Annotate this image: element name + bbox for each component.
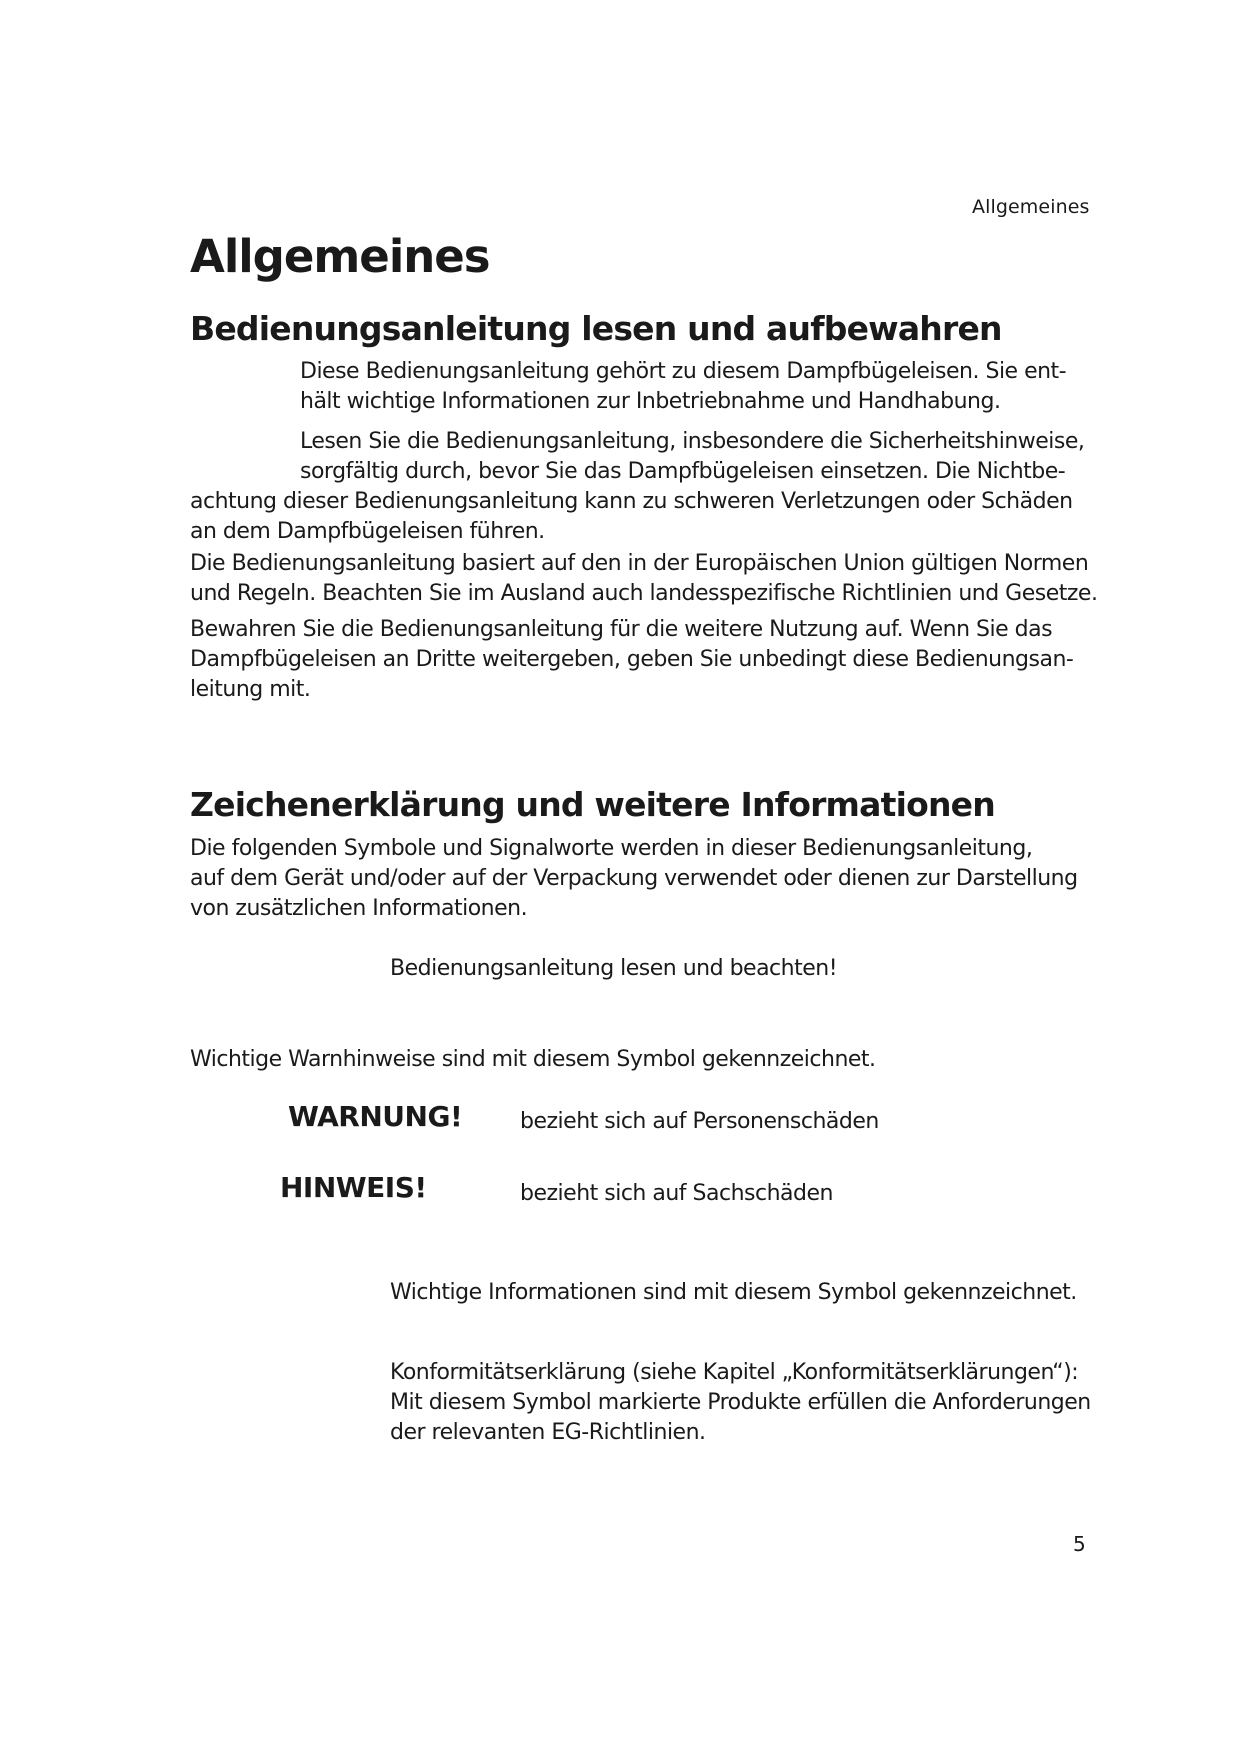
text-line: von zusätzlichen Informationen. <box>190 896 528 921</box>
text-line: Lesen Sie die Bedienungsanleitung, insbesondere die Sicherheitshinweise, <box>300 429 1085 454</box>
text-line: auf dem Gerät und/oder auf der Verpackung verwendet oder dienen zur Darstellung <box>190 866 1078 891</box>
signal-word-notice: HINWEIS! <box>280 1171 427 1204</box>
text-line: der relevanten EG-Richtlinien. <box>390 1420 706 1445</box>
text-line: sorgfältig durch, bevor Sie das Dampfbügeleisen einsetzen. Die Nichtbe- <box>300 459 1066 484</box>
paragraph-eu-norms <box>190 549 1097 609</box>
page-number: 5 <box>1073 1532 1086 1556</box>
page-title: Allgemeines <box>190 230 490 283</box>
read-manual-text: Bedienungsanleitung lesen und beachten! <box>390 956 838 981</box>
text-line: Mit diesem Symbol markierte Produkte erfüllen die Anforderungen <box>390 1390 1091 1415</box>
warning-symbol-text: Wichtige Warnhinweise sind mit diesem Symbol gekennzeichnet. <box>190 1047 876 1072</box>
paragraph-read-manual <box>190 427 1084 547</box>
text-line: Bewahren Sie die Bedienungsanleitung für die weitere Nutzung auf. Wenn Sie das <box>190 617 1053 642</box>
paragraph-manual-belongs <box>300 357 1066 417</box>
paragraph-symbols-intro <box>190 834 1078 924</box>
text-line: und Regeln. Beachten Sie im Ausland auch landesspezifische Richtlinien und Gesetze. <box>190 581 1098 606</box>
text-line: an dem Dampfbügeleisen führen. <box>190 519 545 544</box>
text-line: achtung dieser Bedienungsanleitung kann zu schweren Verletzungen oder Schäden <box>190 489 1073 514</box>
info-symbol-text: Wichtige Informationen sind mit diesem Symbol gekennzeichnet. <box>390 1280 1077 1305</box>
text-line: hält wichtige Informationen zur Inbetriebnahme und Handhabung. <box>300 389 1001 414</box>
paragraph-keep-manual <box>190 615 1073 705</box>
section-heading-symbols: Zeichenerklärung und weitere Informationen <box>190 785 995 824</box>
text-line: Die folgenden Symbole und Signalworte werden in dieser Bedienungsanleitung, <box>190 836 1033 861</box>
running-header: Allgemeines <box>972 196 1090 218</box>
signal-description-notice: bezieht sich auf Sachschäden <box>520 1181 833 1206</box>
signal-description-warning: bezieht sich auf Personenschäden <box>520 1109 879 1134</box>
signal-word-warning: WARNUNG! <box>288 1100 463 1133</box>
text-line: Konformitätserklärung (siehe Kapitel „Konformitätserklärungen“): <box>390 1360 1079 1385</box>
conformity-text <box>390 1358 1091 1448</box>
text-line: Dampfbügeleisen an Dritte weitergeben, geben Sie unbedingt diese Bedienungsan- <box>190 647 1074 672</box>
text-line: Die Bedienungsanleitung basiert auf den in der Europäischen Union gültigen Normen <box>190 551 1089 576</box>
text-line: leitung mit. <box>190 677 311 702</box>
section-heading-manual: Bedienungsanleitung lesen und aufbewahren <box>190 309 1002 348</box>
text-line: Diese Bedienungsanleitung gehört zu diesem Dampfbügeleisen. Sie ent- <box>300 359 1067 384</box>
